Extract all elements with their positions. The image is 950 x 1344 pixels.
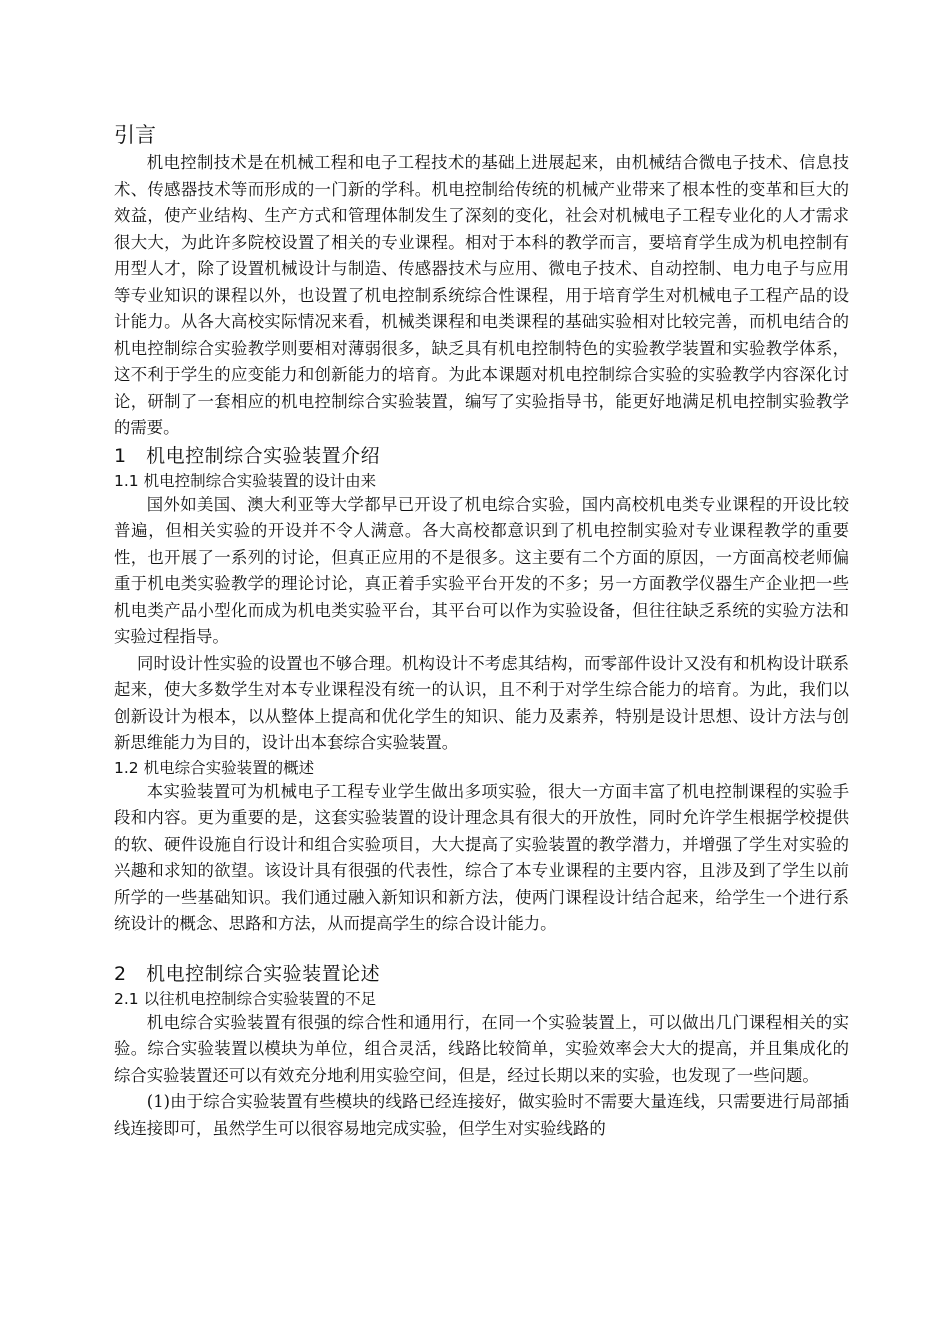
section-spacer	[114, 938, 849, 960]
document-page	[114, 120, 849, 1142]
section-1-heading: 1 机电控制综合实验装置介绍	[114, 444, 381, 467]
section-1-2-heading: 1.2 机电综合实验装置的概述	[114, 758, 315, 777]
intro-paragraph: 机电控制技术是在机械工程和电子工程技术的基础上进展起来，由机械结合微电子技术、信息技术、传感器技术等而形成的一门新的学科。机电控制给传统的机械产业带来了根本性的变革和巨大的效益，使产业结构、生产方式和管理体制发生了深刻的变化，社会对机械电子工程专业化的人才需求很大大，为此许多院校设置了相关的专业课程。相对于本科的教学而言，要培育学生成为机电控制有用型人才，除了设置机械设计与制造、传感器技术与应用、微电子技术、自动控制、电力电子与应用等专业知识的课程以外，也设置了机电控制系统综合性课程，用于培育学生对机械电子工程产品的设计能力。从各大高校实际情况来看，机械类课程和电类课程的基础实验相对比较完善，而机电结合的机电控制综合实验教学则要相对薄弱很多，缺乏具有机电控制特色的实验教学装置和实验教学体系，这不利于学生的应变能力和创新能力的培育。为此本课题对机电控制综合实验的实验教学内容深化讨论，研制了一套相应的机电控制综合实验装置，编写了实验指导书，能更好地满足机电控制实验教学的需要。	[114, 153, 849, 437]
intro-heading: 引言	[114, 123, 156, 147]
section-2-1-heading: 2.1 以往机电控制综合实验装置的不足	[114, 989, 377, 1008]
section-1-1-paragraph-2: 同时设计性实验的设置也不够合理。机构设计不考虑其结构，而零部件设计又没有和机构设计联系起来，使大多数学生对本专业课程没有统一的认识，且不利于对学生综合能力的培育。为此，我们以创新设计为根本，以从整体上提高和优化学生的知识、能力及素养，特别是设计思想、设计方法与创新思维能力为目的，设计出本套综合实验装置。	[114, 653, 849, 752]
section-2-1-paragraph-2: (1)由于综合实验装置有些模块的线路已经连接好，做实验时不需要大量连线，只需要进行局部插线连接即可，虽然学生可以很容易地完成实验，但学生对实验线路的	[114, 1092, 849, 1138]
section-1-2-paragraph-1: 本实验装置可为机械电子工程专业学生做出多项实验，很大一方面丰富了机电控制课程的实验手段和内容。更为重要的是，这套实验装置的设计理念具有很大的开放性，同时允许学生根据学校提供的软、硬件设施自行设计和组合实验项目，大大提高了实验装置的教学潜力，并增强了学生对实验的兴趣和求知的欲望。该设计具有很强的代表性，综合了本专业课程的主要内容，且涉及到了学生以前所学的一些基础知识。我们通过融入新知识和新方法，使两门课程设计结合起来，给学生一个进行系统设计的概念、思路和方法，从而提高学生的综合设计能力。	[114, 781, 849, 933]
section-1-1-heading: 1.1 机电控制综合实验装置的设计由来	[114, 471, 377, 490]
section-2-heading: 2 机电控制综合实验装置论述	[114, 962, 381, 985]
section-1-1-paragraph-1: 国外如美国、澳大利亚等大学都早已开设了机电综合实验，国内高校机电类专业课程的开设比较普遍，但相关实验的开设并不令人满意。各大高校都意识到了机电控制实验对专业课程教学的重要性，也开展了一系列的讨论，但真正应用的不是很多。这主要有二个方面的原因，一方面高校老师偏重于机电类实验教学的理论讨论，真正着手实验平台开发的不多；另一方面教学仪器生产企业把一些机电类产品小型化而成为机电类实验平台，其平台可以作为实验设备，但往往缺乏系统的实验方法和实验过程指导。	[114, 494, 849, 646]
section-2-1-paragraph-1: 机电综合实验装置有很强的综合性和通用行，在同一个实验装置上，可以做出几门课程相关的实验。综合实验装置以模块为单位，组合灵活，线路比较简单，实验效率会大大的提高，并且集成化的综合实验装置还可以有效充分地利用实验空间，但是，经过长期以来的实验，也发现了一些问题。	[114, 1012, 849, 1085]
